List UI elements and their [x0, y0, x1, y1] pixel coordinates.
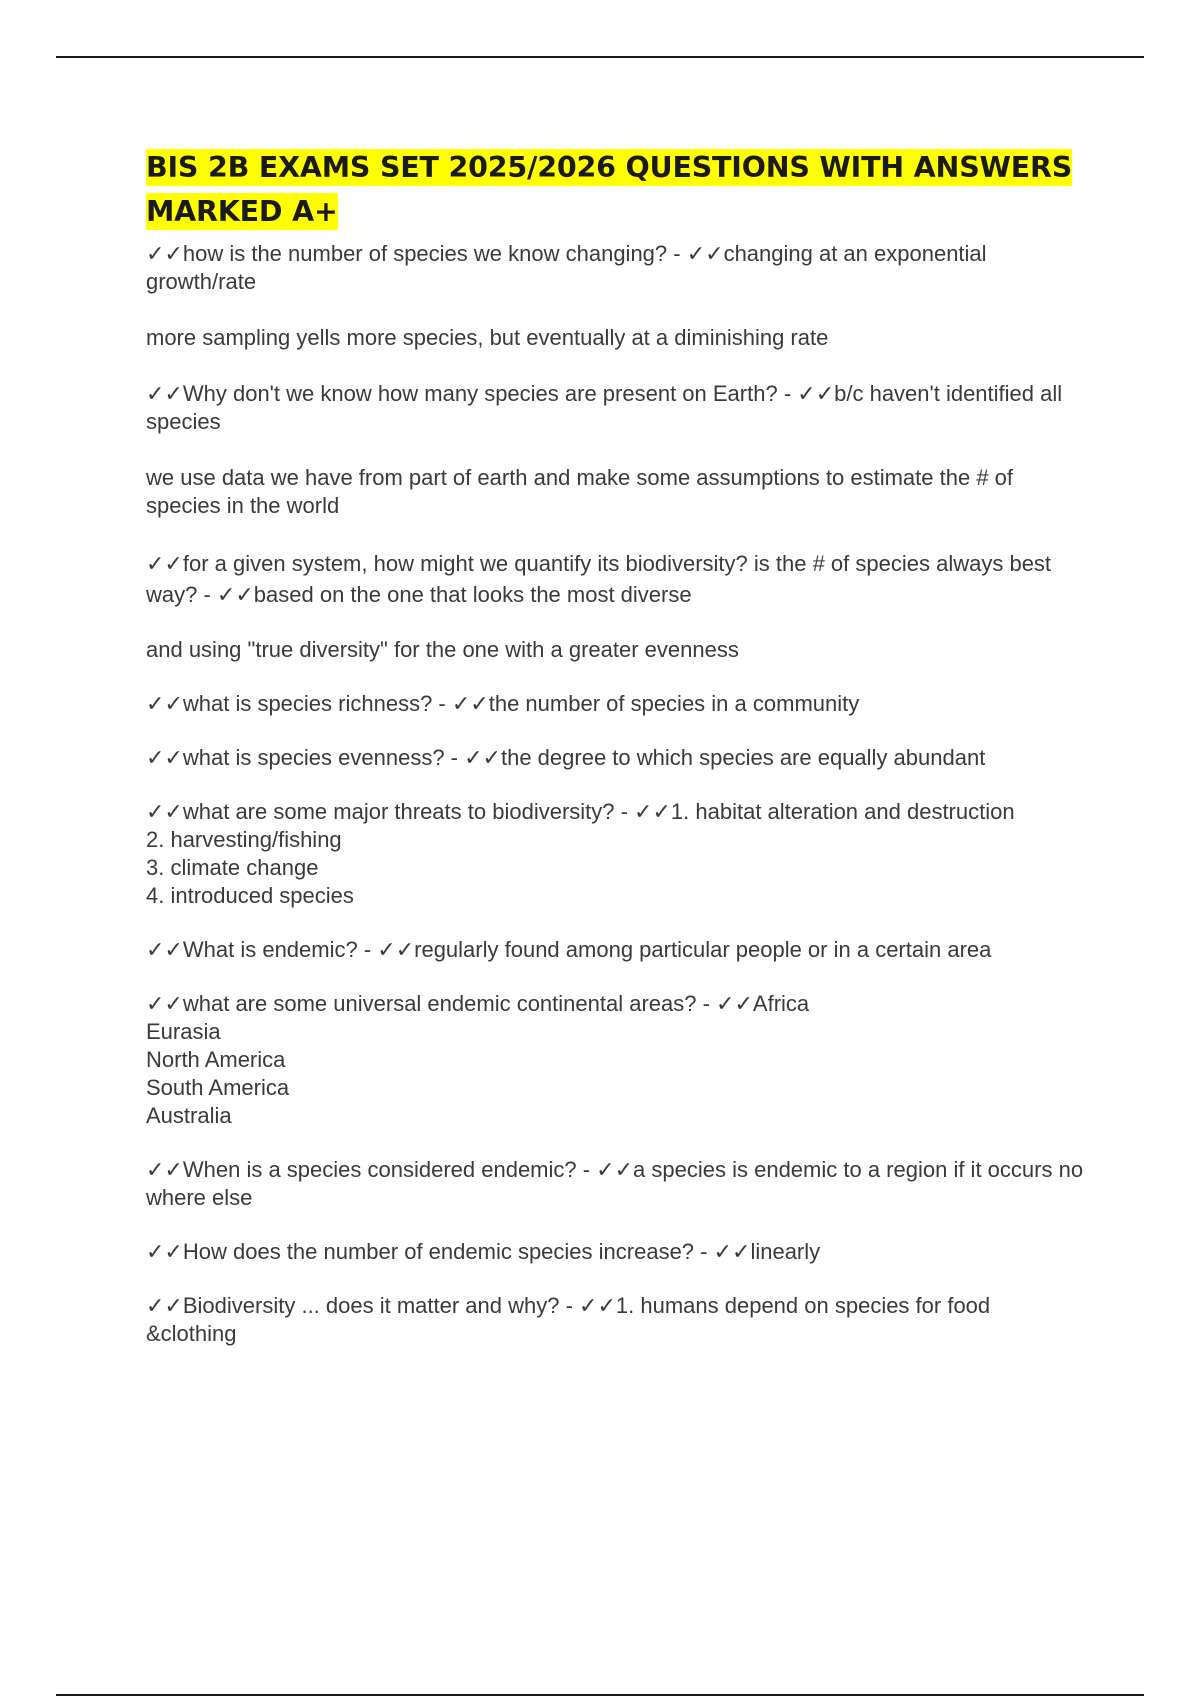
document-title-text: BIS 2B EXAMS SET 2025/2026 QUESTIONS WITH ANSWERS MARKED A+: [146, 151, 1073, 228]
qa-paragraph-5: ✓✓for a given system, how might we quantify its biodiversity? is the # of species always best way? - ✓✓based on the one that looks the most diverse: [146, 551, 1052, 607]
qa-paragraph-1: ✓✓how is the number of species we know changing? - ✓✓changing at an exponential growth/rate: [146, 241, 987, 294]
document-body: [146, 146, 1086, 1348]
footer-rule: [56, 1694, 1144, 1696]
qa-paragraph-6: and using "true diversity" for the one with a greater evenness: [146, 637, 739, 662]
qa-paragraph-14: ✓✓Biodiversity ... does it matter and why? - ✓✓1. humans depend on species for food &clothing: [146, 1293, 991, 1346]
qa-paragraph-9: ✓✓what are some major threats to biodiversity? - ✓✓1. habitat alteration and destruction 2. harvesting/fishing 3. climate change 4. introduced species: [146, 799, 1015, 908]
qa-paragraph-4: we use data we have from part of earth and make some assumptions to estimate the # of species in the world: [146, 465, 1014, 518]
qa-paragraph-7: ✓✓what is species richness? - ✓✓the number of species in a community: [146, 691, 860, 716]
qa-paragraph-8: ✓✓what is species evenness? - ✓✓the degree to which species are equally abundant: [146, 745, 986, 770]
document-title: [146, 146, 1086, 234]
qa-paragraph-13: ✓✓How does the number of endemic species increase? - ✓✓linearly: [146, 1239, 821, 1264]
qa-paragraph-3: ✓✓Why don't we know how many species are present on Earth? - ✓✓b/c haven't identified all species: [146, 381, 1063, 434]
qa-paragraph-2: more sampling yells more species, but eventually at a diminishing rate: [146, 325, 829, 350]
header-rule: [56, 56, 1144, 58]
qa-paragraph-10: ✓✓What is endemic? - ✓✓regularly found among particular people or in a certain area: [146, 937, 992, 962]
qa-paragraph-11: ✓✓what are some universal endemic continental areas? - ✓✓Africa Eurasia North America South America Australia: [146, 991, 810, 1128]
qa-paragraph-12: ✓✓When is a species considered endemic? - ✓✓a species is endemic to a region if it occurs no where else: [146, 1157, 1084, 1210]
